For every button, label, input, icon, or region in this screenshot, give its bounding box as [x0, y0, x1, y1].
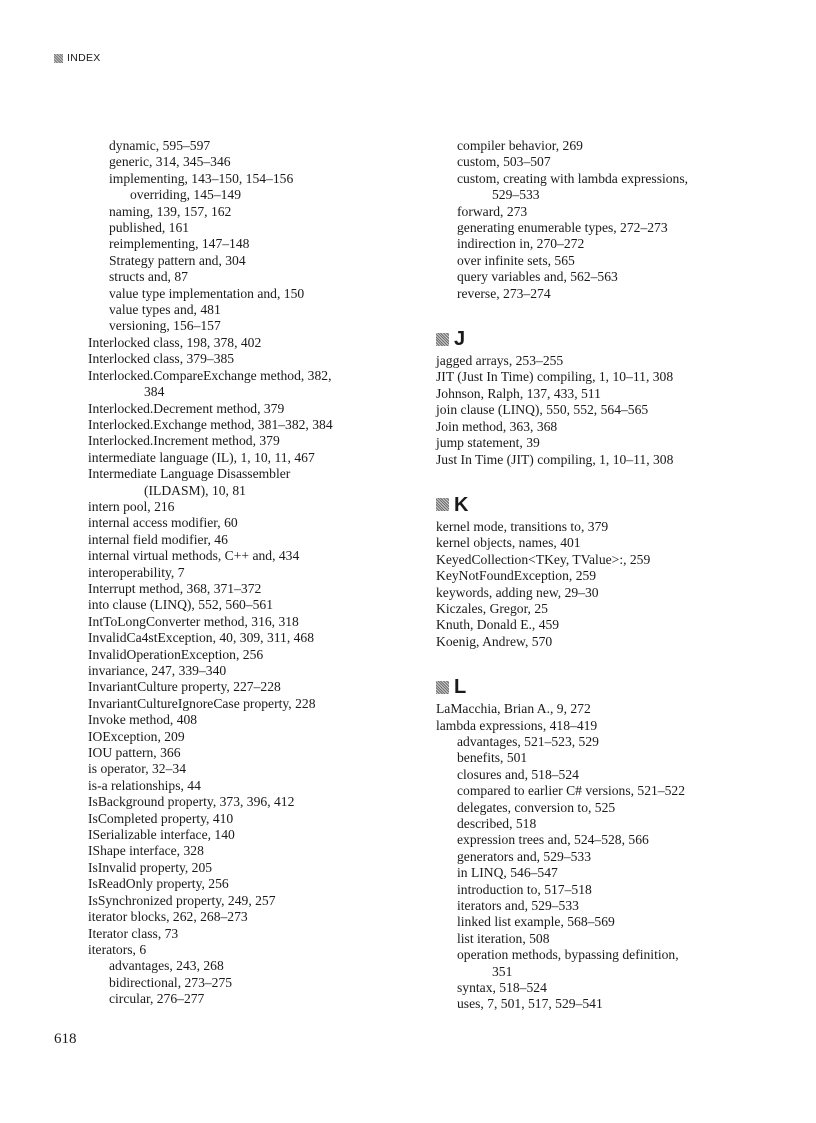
index-subentry: reverse, 273–274 — [457, 285, 551, 301]
index-column-right — [436, 138, 736, 1013]
index-subentry: generating enumerable types, 272–273 — [457, 220, 668, 236]
index-subentry: over infinite sets, 565 — [457, 252, 575, 268]
index-entry: IsCompleted property, 410 — [88, 810, 234, 826]
section-marker-icon — [54, 54, 63, 63]
index-entry: Just In Time (JIT) compiling, 1, 10–11, 308 — [436, 451, 674, 467]
index-subentry: operation methods, bypassing definition, — [457, 947, 679, 963]
index-subentry: (ILDASM), 10, 81 — [144, 482, 246, 498]
index-entry: Intermediate Language Disassembler — [88, 466, 291, 482]
index-entry: KeyedCollection<TKey, TValue>:, 259 — [436, 551, 651, 567]
index-entry: internal field modifier, 46 — [88, 531, 228, 547]
index-entry: jump statement, 39 — [436, 435, 540, 451]
index-subentry: closures and, 518–524 — [457, 766, 579, 782]
index-entry: ISerializable interface, 140 — [88, 827, 235, 843]
index-subentry: forward, 273 — [457, 203, 528, 219]
index-subentry: syntax, 518–524 — [457, 980, 547, 996]
index-subentry: expression trees and, 524–528, 566 — [457, 832, 649, 848]
index-entry: is operator, 32–34 — [88, 761, 186, 777]
index-entry: Koenig, Andrew, 570 — [436, 633, 553, 649]
index-entry: Kiczales, Gregor, 25 — [436, 600, 548, 616]
section-marker-icon — [436, 681, 449, 694]
index-subentry: implementing, 143–150, 154–156 — [109, 170, 294, 186]
index-subentry: dynamic, 595–597 — [109, 138, 211, 153]
section-heading — [436, 677, 736, 697]
index-subentry: published, 161 — [109, 220, 190, 236]
index-entry: keywords, adding new, 29–30 — [436, 584, 599, 600]
index-entry: IOU pattern, 366 — [88, 745, 181, 761]
index-entry: Invoke method, 408 — [88, 712, 198, 728]
index-subentry: described, 518 — [457, 816, 537, 831]
index-subentry: value types and, 481 — [109, 302, 221, 318]
index-entry: Knuth, Donald E., 459 — [436, 617, 560, 633]
section-marker-icon — [436, 333, 449, 346]
index-entry: IsInvalid property, 205 — [88, 859, 213, 875]
index-subentry: 529–533 — [492, 187, 540, 203]
index-subentry: list iteration, 508 — [457, 930, 550, 946]
section-letter: J — [454, 328, 466, 351]
index-entry: lambda expressions, 418–419 — [436, 717, 598, 733]
index-subentry: compiler behavior, 269 — [457, 138, 583, 153]
index-entry: invariance, 247, 339–340 — [88, 663, 227, 678]
index-entry: jagged arrays, 253–255 — [436, 353, 564, 369]
index-column-left — [88, 138, 388, 1008]
index-subentry: delegates, conversion to, 525 — [457, 799, 616, 815]
index-entry: IsBackground property, 373, 396, 412 — [88, 794, 295, 810]
index-entry: IntToLongConverter method, 316, 318 — [88, 613, 299, 629]
index-subentry: generators and, 529–533 — [457, 848, 592, 864]
index-subentry: benefits, 501 — [457, 750, 528, 766]
index-entry: intermediate language (IL), 1, 10, 11, 467 — [88, 449, 315, 465]
index-entry: KeyNotFoundException, 259 — [436, 568, 597, 584]
section-letter: K — [454, 493, 469, 516]
index-subentry: circular, 276–277 — [109, 991, 205, 1007]
index-subentry: bidirectional, 273–275 — [109, 974, 233, 990]
index-subentry: custom, creating with lambda expressions, — [457, 170, 689, 186]
section-heading — [436, 495, 736, 515]
index-subentry: iterators and, 529–533 — [457, 898, 579, 914]
index-subentry: linked list example, 568–569 — [457, 914, 615, 930]
index-entry: iterator blocks, 262, 268–273 — [88, 909, 248, 925]
index-subentry: query variables and, 562–563 — [457, 269, 618, 285]
index-entry: into clause (LINQ), 552, 560–561 — [88, 597, 273, 613]
index-subentry: Strategy pattern and, 304 — [109, 252, 246, 268]
page-number: 618 — [54, 1031, 77, 1047]
index-entry: interoperability, 7 — [88, 564, 185, 580]
index-entry: Interlocked.Exchange method, 381–382, 384 — [88, 416, 333, 432]
index-subentry: advantages, 521–523, 529 — [457, 733, 599, 749]
index-subentry: in LINQ, 546–547 — [457, 865, 558, 881]
index-entry: Interlocked.Decrement method, 379 — [88, 400, 285, 416]
index-entry: IsReadOnly property, 256 — [88, 876, 229, 892]
index-subentry: 351 — [492, 963, 513, 979]
index-subentry: 384 — [144, 384, 165, 400]
index-entry: IShape interface, 328 — [88, 843, 204, 859]
index-entry: internal access modifier, 60 — [88, 515, 238, 531]
index-subentry: naming, 139, 157, 162 — [109, 203, 232, 219]
index-entry: kernel objects, names, 401 — [436, 535, 581, 551]
section-marker-icon — [436, 498, 449, 511]
index-subentry: value type implementation and, 150 — [109, 285, 305, 301]
index-entry: intern pool, 216 — [88, 498, 175, 514]
running-header-label: INDEX — [67, 52, 101, 64]
index-entry: JIT (Just In Time) compiling, 1, 10–11, 308 — [436, 369, 674, 385]
index-entry: kernel mode, transitions to, 379 — [436, 518, 609, 534]
section-letter: L — [454, 676, 467, 699]
index-entry: Join method, 363, 368 — [436, 418, 558, 434]
index-entry: Interlocked.CompareExchange method, 382, — [88, 367, 332, 383]
index-subentry: reimplementing, 147–148 — [109, 236, 250, 252]
index-entry: LaMacchia, Brian A., 9, 272 — [436, 701, 591, 717]
index-entry: IOException, 209 — [88, 728, 185, 744]
index-subentry: versioning, 156–157 — [109, 318, 221, 334]
section-heading — [436, 329, 736, 349]
index-entry: Interlocked class, 198, 378, 402 — [88, 334, 262, 350]
index-entry: Iterator class, 73 — [88, 925, 179, 941]
index-subentry: generic, 314, 345–346 — [109, 154, 231, 170]
index-entry: InvalidCa4stException, 40, 309, 311, 468 — [88, 630, 315, 646]
index-entry: join clause (LINQ), 550, 552, 564–565 — [436, 402, 649, 418]
index-entry: iterators, 6 — [88, 941, 147, 957]
running-header — [54, 52, 101, 64]
index-subentry: introduction to, 517–518 — [457, 881, 592, 897]
index-entry: InvalidOperationException, 256 — [88, 646, 264, 662]
index-entry: is-a relationships, 44 — [88, 777, 201, 793]
index-subentry: uses, 7, 501, 517, 529–541 — [457, 996, 603, 1012]
index-subentry: structs and, 87 — [109, 269, 188, 285]
index-entry: InvariantCultureIgnoreCase property, 228 — [88, 695, 316, 711]
index-subentry: advantages, 243, 268 — [109, 958, 224, 974]
index-entry: Interlocked.Increment method, 379 — [88, 433, 280, 449]
index-entry: InvariantCulture property, 227–228 — [88, 679, 281, 695]
index-entry: IsSynchronized property, 249, 257 — [88, 892, 276, 908]
index-entry: Johnson, Ralph, 137, 433, 511 — [436, 385, 601, 401]
index-entry: internal virtual methods, C++ and, 434 — [88, 548, 300, 564]
index-entry: Interlocked class, 379–385 — [88, 351, 235, 367]
index-subentry: indirection in, 270–272 — [457, 236, 585, 252]
index-subentry: overriding, 145–149 — [130, 187, 242, 203]
index-subentry: custom, 503–507 — [457, 154, 551, 170]
index-entry: Interrupt method, 368, 371–372 — [88, 580, 262, 596]
index-subentry: compared to earlier C# versions, 521–522 — [457, 783, 686, 799]
